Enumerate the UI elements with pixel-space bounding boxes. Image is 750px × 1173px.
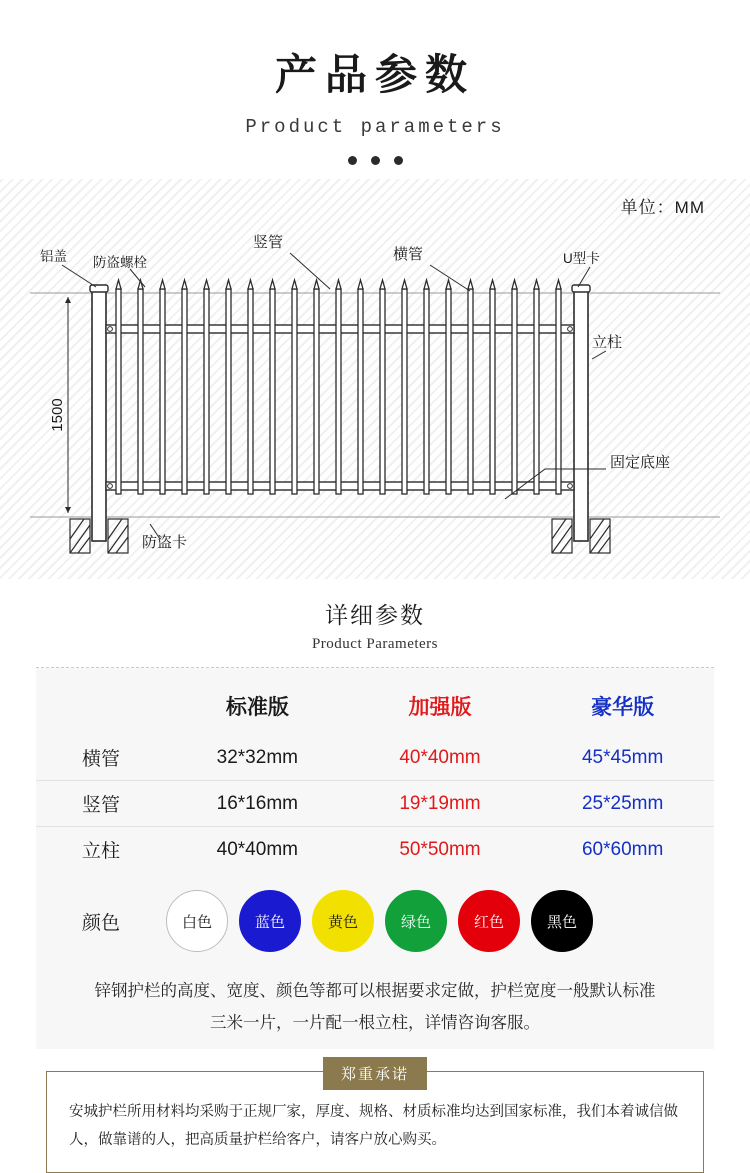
color-swatch-label: 绿色	[400, 913, 431, 931]
table-row	[36, 735, 714, 781]
params-title-cn: 详细参数	[325, 602, 425, 629]
color-swatch-blue[interactable]	[239, 890, 301, 952]
params-title-en: Product Parameters	[311, 636, 439, 653]
svg-text:竖管: 竖管	[253, 234, 284, 252]
cell-deluxe: 45*45mm	[531, 735, 714, 781]
svg-text:立柱: 立柱	[592, 334, 623, 352]
svg-text:固定底座: 固定底座	[610, 454, 671, 472]
col-header-standard: 标准版	[225, 696, 289, 720]
color-swatch-black[interactable]	[531, 890, 593, 952]
cell-deluxe: 60*60mm	[581, 838, 664, 860]
dot-icon	[348, 156, 357, 165]
promise-badge: 郑重承诺	[323, 1057, 427, 1090]
customization-note	[82, 976, 668, 1039]
page-title: 产品参数	[274, 51, 475, 98]
dot-icon	[394, 156, 403, 165]
table-row	[36, 781, 714, 827]
spec-table-panel	[36, 668, 714, 1049]
color-swatch-label: 黄色	[327, 913, 358, 931]
row-label: 立柱	[81, 841, 120, 863]
col-header-enhanced: 加强版	[408, 696, 472, 720]
cell-enhanced: 40*40mm	[349, 735, 532, 781]
promise-line-1: 安城护栏所用材料均采购于正规厂家，厚度、规格、材质标准均达到国家标准，我们本着诚信做	[69, 1103, 678, 1120]
decorative-dots	[0, 156, 750, 165]
cell-enhanced: 50*50mm	[399, 838, 481, 860]
note-line-2: 三米一片，一片配一根立柱，详情咨询客服。	[210, 1013, 540, 1032]
col-header-deluxe: 豪华版	[591, 696, 655, 720]
note-line-1: 锌钢护栏的高度、宽度、颜色等都可以根据要求定做，护栏宽度一般默认标准	[94, 982, 656, 1001]
color-options-row	[36, 872, 714, 962]
color-swatch-red[interactable]	[458, 890, 520, 952]
fence-technical-drawing	[0, 179, 750, 579]
cell-standard: 32*32mm	[166, 735, 349, 781]
promise-box	[46, 1065, 704, 1173]
page-header	[0, 0, 750, 165]
page-subtitle: Product parameters	[245, 116, 505, 139]
params-heading	[0, 597, 750, 653]
cell-deluxe: 25*25mm	[531, 781, 714, 827]
dot-icon	[371, 156, 380, 165]
promise-line-2: 人，做靠谱的人，把高质量护栏给客户，请客户放心购买。	[69, 1132, 446, 1149]
svg-text:防盗卡: 防盗卡	[142, 534, 188, 552]
promise-text	[69, 1098, 681, 1155]
color-swatch-label: 黑色	[546, 913, 577, 931]
col-header-blank	[36, 682, 166, 735]
cell-enhanced: 19*19mm	[349, 781, 532, 827]
color-swatch-label: 蓝色	[254, 913, 285, 931]
color-swatch-white[interactable]	[166, 890, 228, 952]
svg-text:U型卡: U型卡	[563, 251, 600, 267]
svg-text:1500: 1500	[49, 398, 66, 432]
cell-standard: 16*16mm	[166, 781, 349, 827]
table-row	[36, 827, 714, 873]
svg-text:防盗螺栓: 防盗螺栓	[93, 255, 147, 271]
color-swatch-list	[166, 890, 593, 952]
table-header-row	[36, 682, 714, 735]
color-swatch-label: 白色	[181, 913, 212, 931]
color-row-label: 颜色	[81, 912, 120, 934]
fence-diagram-panel	[0, 179, 750, 579]
svg-text:铝盖: 铝盖	[40, 249, 67, 265]
color-swatch-yellow[interactable]	[312, 890, 374, 952]
color-swatch-green[interactable]	[385, 890, 447, 952]
row-label: 竖管	[36, 781, 166, 827]
spec-table	[36, 682, 714, 872]
svg-text:横管: 横管	[393, 246, 424, 264]
unit-label: 单位：MM	[620, 198, 705, 218]
cell-standard: 40*40mm	[216, 838, 298, 860]
row-label: 横管	[36, 735, 166, 781]
color-swatch-label: 红色	[473, 913, 504, 931]
